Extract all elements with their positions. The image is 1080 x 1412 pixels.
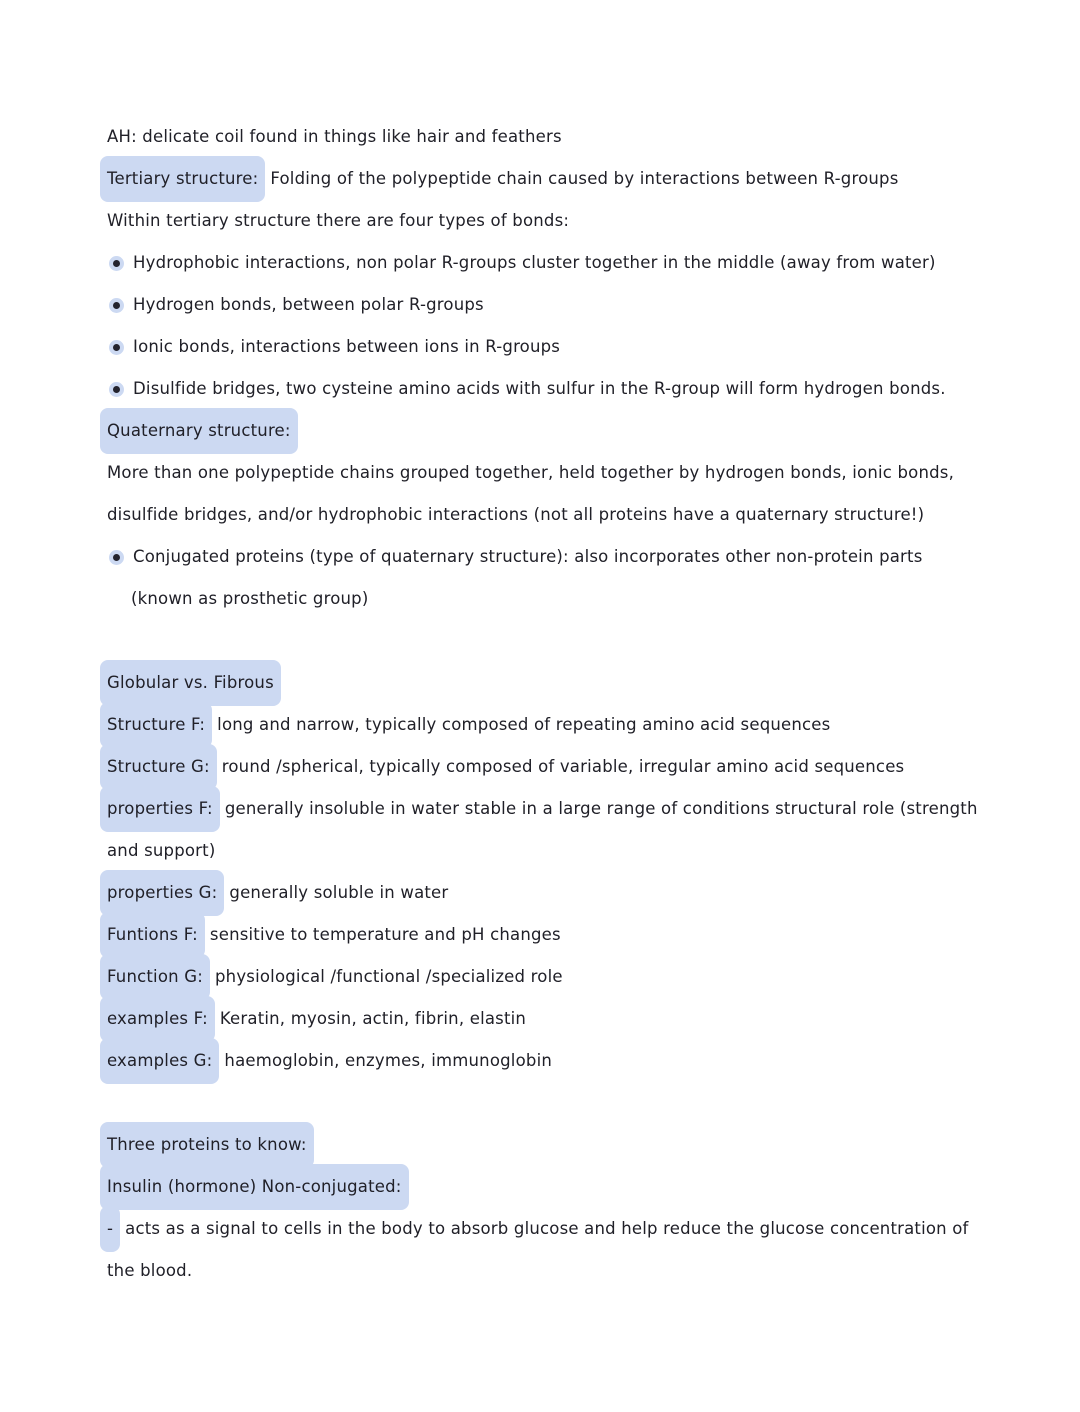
bullet-text: Hydrophobic interactions, non polar R-groups cluster together in the middle (away from water) <box>133 253 936 272</box>
bullet-item <box>107 326 1040 368</box>
highlight-label: Structure G: <box>100 744 217 790</box>
note-line <box>107 116 1040 158</box>
note-line-continuation <box>107 578 1040 620</box>
note-text: haemoglobin, enzymes, immunoglobin <box>224 1051 553 1070</box>
highlight-label: Structure F: <box>100 702 212 748</box>
note-text: sensitive to temperature and pH changes <box>209 925 561 944</box>
section-heading <box>107 410 1040 452</box>
highlight-label: - <box>100 1206 120 1252</box>
note-line-continuation <box>107 830 1040 872</box>
note-line <box>107 914 1040 956</box>
note-text: generally insoluble in water stable in a large range of conditions structural role (strength <box>224 799 978 818</box>
note-line-continuation <box>107 1250 1040 1292</box>
highlight-label: Tertiary structure: <box>100 156 265 202</box>
bullet-item <box>107 368 1040 410</box>
note-line <box>107 1040 1040 1082</box>
blank-line <box>107 620 1040 662</box>
blank-line <box>107 1082 1040 1124</box>
note-line <box>107 956 1040 998</box>
highlight-label: Globular vs. Fibrous <box>100 660 281 706</box>
note-text: disulfide bridges, and/or hydrophobic interactions (not all proteins have a quaternary structure!) <box>107 505 925 524</box>
bullet-icon <box>109 382 124 397</box>
highlight-label: examples G: <box>100 1038 219 1084</box>
note-text: the blood. <box>107 1261 193 1280</box>
note-line <box>107 452 1040 494</box>
note-line <box>107 746 1040 788</box>
bullet-item <box>107 536 1040 578</box>
highlight-label: properties G: <box>100 870 224 916</box>
note-text: generally soluble in water <box>229 883 449 902</box>
bullet-text: Disulfide bridges, two cysteine amino acids with sulfur in the R-group will form hydrogen bonds. <box>133 379 946 398</box>
bullet-icon <box>109 298 124 313</box>
highlight-label: Three proteins to know: <box>100 1122 314 1168</box>
highlight-label: examples F: <box>100 996 215 1042</box>
bullet-item <box>107 284 1040 326</box>
note-line <box>107 200 1040 242</box>
highlight-label: Function G: <box>100 954 210 1000</box>
note-line <box>107 704 1040 746</box>
note-text: (known as prosthetic group) <box>131 589 369 608</box>
note-text: physiological /functional /specialized role <box>214 967 563 986</box>
highlight-label: Quaternary structure: <box>100 408 298 454</box>
note-text: Folding of the polypeptide chain caused by interactions between R-groups <box>270 169 899 188</box>
highlight-label: Funtions F: <box>100 912 205 958</box>
highlight-label: properties F: <box>100 786 220 832</box>
note-line <box>107 788 1040 830</box>
bullet-icon <box>109 550 124 565</box>
bullet-text: Conjugated proteins (type of quaternary structure): also incorporates other non-protein parts <box>133 547 923 566</box>
bullet-item <box>107 242 1040 284</box>
note-text: round /spherical, typically composed of variable, irregular amino acid sequences <box>221 757 905 776</box>
note-text: More than one polypeptide chains grouped together, held together by hydrogen bonds, ionic bonds, <box>107 463 955 482</box>
highlight-label: Insulin (hormone) Non-conjugated: <box>100 1164 409 1210</box>
note-text: long and narrow, typically composed of repeating amino acid sequences <box>217 715 831 734</box>
bullet-text: Hydrogen bonds, between polar R-groups <box>133 295 484 314</box>
bullet-icon <box>109 340 124 355</box>
section-heading <box>107 662 1040 704</box>
note-text: AH: delicate coil found in things like hair and feathers <box>107 127 562 146</box>
bullet-text: Ionic bonds, interactions between ions in R-groups <box>133 337 561 356</box>
note-line <box>107 158 1040 200</box>
note-line <box>107 872 1040 914</box>
note-line <box>107 1208 1040 1250</box>
note-text: Within tertiary structure there are four types of bonds: <box>107 211 570 230</box>
bullet-icon <box>109 256 124 271</box>
section-heading <box>107 1124 1040 1166</box>
section-heading <box>107 1166 1040 1208</box>
note-line <box>107 494 1040 536</box>
note-text: and support) <box>107 841 216 860</box>
note-text: acts as a signal to cells in the body to absorb glucose and help reduce the glucose concentration of <box>125 1219 969 1238</box>
note-text: Keratin, myosin, actin, fibrin, elastin <box>219 1009 527 1028</box>
note-line <box>107 998 1040 1040</box>
